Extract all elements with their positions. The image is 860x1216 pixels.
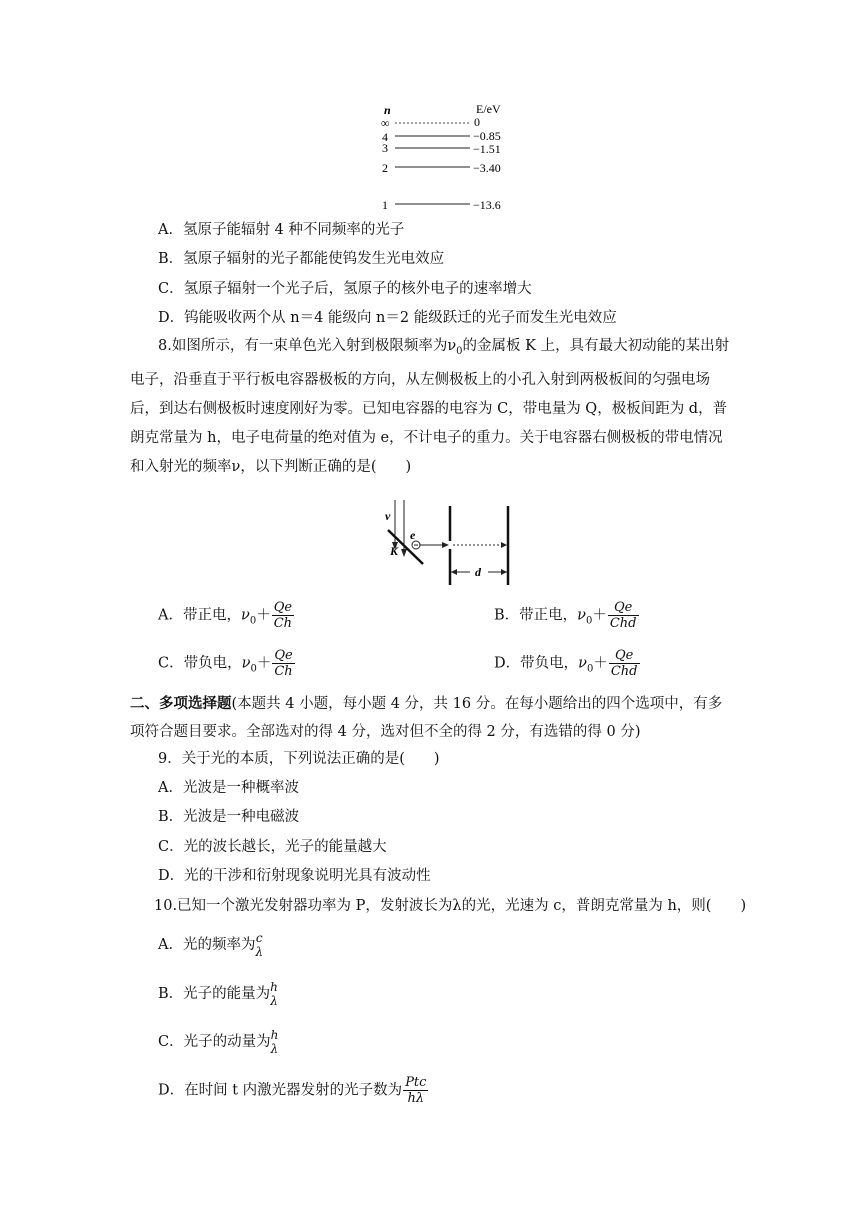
q10-option-a	[158, 930, 263, 960]
energy-axis-label: E/eV	[476, 102, 501, 116]
q8-stem-part1: 8.如图所示，有一束单色光入射到极限频率为ν	[158, 338, 457, 354]
option-label: D．	[158, 868, 185, 884]
fraction-numerator: Qe	[608, 600, 639, 616]
option-text: 在时间 t 内激光器发射的光子数为	[184, 1082, 403, 1099]
q9-option-d	[158, 866, 431, 886]
q10-option-b	[158, 979, 278, 1009]
nu-subscript: 0	[585, 615, 593, 627]
fraction-denominator: λ	[270, 994, 278, 1008]
level-e-4: −0.85	[473, 129, 501, 143]
energy-level-diagram	[370, 100, 520, 215]
q10-stem-text: 10.已知一个激光发射器功率为 P，发射波长为λ的光，光速为 c，普朗克常量为 h，则( )	[154, 898, 747, 914]
d-label: d	[475, 565, 481, 579]
option-label: B．	[158, 809, 184, 825]
option-label: A．	[158, 222, 183, 238]
fraction-denominator: Chd	[609, 616, 637, 631]
light-ray-2-arrow	[401, 549, 407, 557]
fraction-numerator: c	[255, 931, 263, 945]
level-e-3: −1.51	[473, 142, 501, 156]
nu-symbol: ν	[241, 655, 251, 672]
q9-stem	[158, 749, 440, 769]
fraction	[609, 648, 640, 679]
fraction	[271, 1028, 279, 1056]
electron-label: e	[410, 528, 416, 542]
level-n-4: 4	[382, 130, 388, 144]
q9-option-a	[158, 778, 299, 798]
option-text: 带正电，	[182, 607, 241, 624]
option-text: 带负电，	[520, 655, 579, 672]
nu-subscript: 0	[250, 663, 257, 675]
option-text: 氢原子辐射的光子都能使钨发生光电效应	[183, 251, 445, 267]
d-arrow-right	[501, 569, 507, 575]
option-label: B．	[494, 607, 520, 624]
fraction-numerator: Qe	[273, 600, 293, 615]
option-label: A．	[158, 607, 183, 624]
fraction-denominator: Chd	[610, 664, 638, 679]
fraction-numerator: Qe	[274, 648, 293, 663]
option-text: 光波是一种电磁波	[183, 809, 300, 825]
fraction	[608, 600, 639, 631]
k-label: K	[390, 544, 399, 558]
d-arrow-left	[451, 569, 457, 575]
nu-subscript: 0	[249, 615, 257, 627]
level-e-inf: 0	[474, 115, 480, 129]
option-label: C．	[158, 655, 184, 672]
fraction-numerator: h	[270, 980, 278, 994]
option-label: C．	[158, 1034, 184, 1050]
option-label: C．	[158, 839, 184, 855]
q8-option-c	[158, 648, 295, 684]
fraction-denominator: λ	[255, 945, 264, 959]
option-text: 钨能吸收两个从 n＝4 能级向 n＝2 能级跃迁的光子而发生光电效应	[184, 310, 617, 326]
option-text: 光的波长越长，光子的能量越大	[183, 839, 387, 855]
q7-option-a	[158, 220, 404, 240]
q8-option-a	[158, 600, 294, 636]
q7-option-b	[158, 249, 444, 269]
fraction-denominator: Ch	[274, 664, 293, 679]
section-2-title: 二、多项选择题	[130, 695, 232, 712]
level-n-3: 3	[382, 141, 388, 155]
q9-option-c	[158, 837, 387, 857]
option-label: A．	[158, 937, 183, 953]
fraction-numerator: h	[270, 1028, 279, 1042]
q9-option-b	[158, 807, 299, 827]
nu-symbol: ν	[578, 655, 587, 672]
option-text: 氢原子辐射一个光子后，氢原子的核外电子的速率增大	[183, 281, 532, 297]
fraction-denominator: hλ	[407, 1091, 425, 1106]
nu-symbol: ν	[577, 607, 586, 624]
plus-sign: ＋	[593, 655, 608, 672]
plus-sign: ＋	[256, 655, 272, 672]
fraction	[270, 980, 278, 1008]
q8-option-b	[494, 600, 639, 636]
q8-stem-sub: 0	[456, 345, 463, 357]
option-label: B．	[158, 986, 184, 1002]
fraction-denominator: Ch	[273, 616, 293, 631]
q10-option-c	[158, 1027, 278, 1057]
q8-stem-part2: 的金属板 K 上，具有最大初动能的某出射电子，沿垂直于平行板电容器极板的方向，从左侧极板上的小孔入射到两极板间的匀强电场后，到达右侧极板时速度刚好为零。已知电容器的电容为 C，带电量为 Q，极板间距为 d，普朗克常量为 h，电子电荷量的绝对值为 e，不计电子的重力。关于电容器右侧极板的带电情况和入射光的频率ν，以下判断正确的是( )	[130, 338, 730, 475]
section-2-header	[130, 690, 735, 746]
nu-label: ν	[385, 509, 391, 523]
level-n-inf: ∞	[381, 116, 390, 130]
plus-sign: ＋	[592, 607, 607, 624]
fraction	[272, 600, 294, 631]
fraction-denominator: λ	[270, 1042, 279, 1056]
level-e-2: −3.40	[473, 161, 501, 175]
level-e-1: −13.6	[473, 198, 501, 212]
option-label: D．	[158, 1082, 185, 1099]
option-label: C．	[158, 281, 184, 297]
q7-option-d	[158, 308, 617, 328]
electron-arrow	[442, 542, 449, 548]
option-text: 带正电，	[519, 607, 578, 624]
nu-symbol: ν	[240, 607, 250, 624]
option-label: D．	[494, 655, 521, 672]
dashed-arrow	[501, 542, 507, 548]
nu-subscript: 0	[586, 663, 594, 675]
level-n-2: 2	[382, 161, 388, 175]
plus-sign: ＋	[256, 607, 271, 624]
option-text: 光的干涉和衍射现象说明光具有波动性	[184, 868, 431, 884]
q7-option-c	[158, 279, 532, 299]
option-text: 光子的动量为	[183, 1034, 271, 1050]
q8-capacitor-figure	[378, 500, 523, 592]
fraction	[255, 931, 263, 959]
fraction-numerator: Ptc	[405, 1075, 427, 1090]
n-axis-label: n	[384, 103, 391, 117]
option-text: 光子的能量为	[183, 986, 271, 1002]
option-label: D．	[158, 310, 185, 326]
q10-option-d	[158, 1075, 428, 1106]
option-text: 光的频率为	[182, 937, 256, 953]
section-2-description: (本题共 4 小题，每小题 4 分，共 16 分。在每小题给出的四个选项中，有多项符合题目要求。全部选对的得 4 分，选对但不全的得 2 分，有选错的得 0 分)	[130, 696, 723, 740]
q10-stem	[154, 896, 746, 916]
option-label: A．	[158, 780, 183, 796]
fraction	[403, 1075, 428, 1106]
option-text: 氢原子能辐射 4 种不同频率的光子	[182, 222, 405, 238]
q8-option-d	[494, 648, 640, 684]
option-text: 光波是一种概率波	[182, 780, 299, 796]
fraction	[272, 648, 294, 679]
q8-stem	[130, 332, 735, 482]
level-n-1: 1	[382, 198, 388, 212]
fraction-numerator: Qe	[609, 648, 640, 664]
option-label: B．	[158, 251, 184, 267]
q9-stem-text: 9．关于光的本质，下列说法正确的是( )	[158, 751, 440, 767]
option-text: 带负电，	[183, 655, 242, 672]
